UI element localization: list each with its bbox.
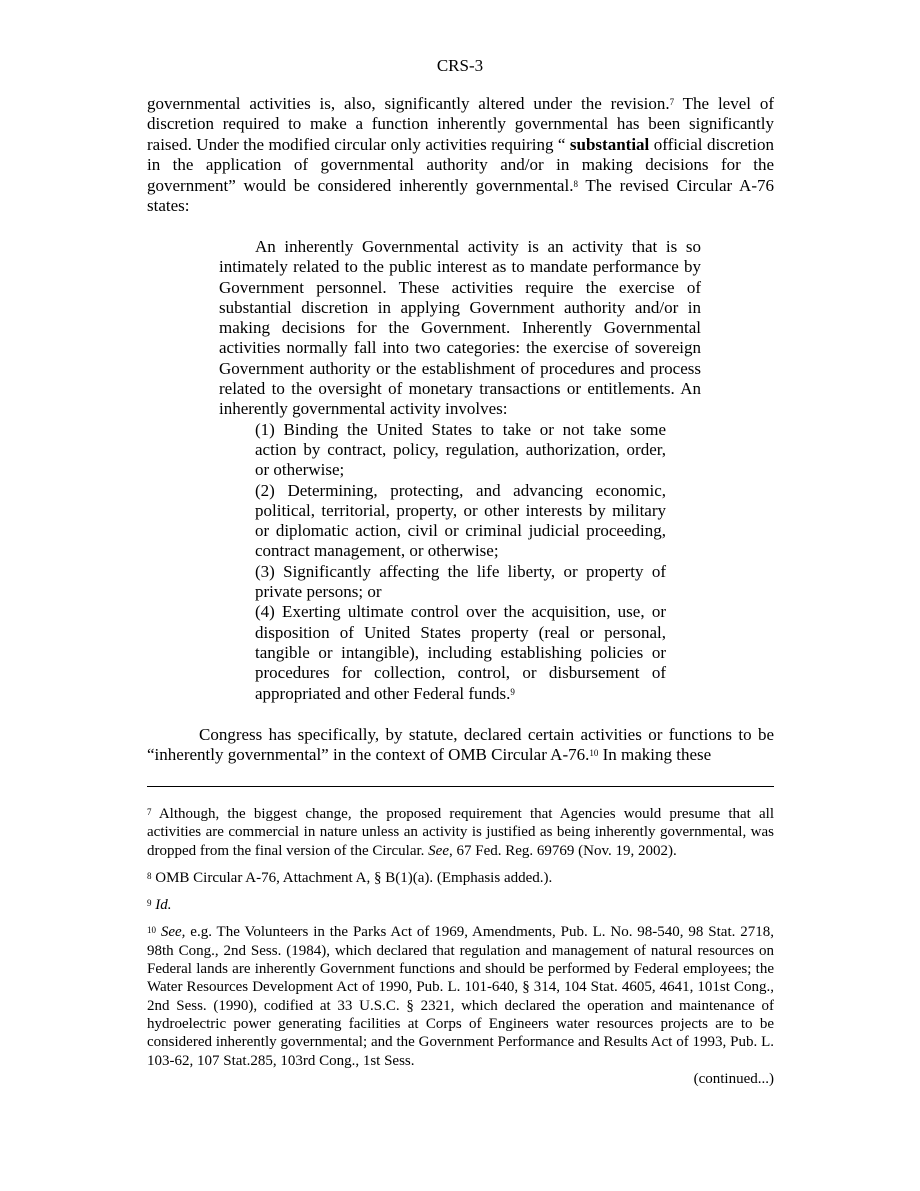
- footnote-ref-9[interactable]: 9: [510, 686, 515, 697]
- p1-text-1: governmental activities is, also, significantly altered under the revision.: [147, 94, 670, 113]
- footnote-7-number: 7: [147, 807, 152, 817]
- footnotes: [147, 805, 774, 1088]
- footnote-10-number: 10: [147, 925, 156, 936]
- page-number-header: CRS-3: [436, 56, 484, 75]
- body-paragraph-2: [147, 725, 774, 766]
- footnote-8-text: OMB Circular A-76, Attachment A, § B(1)(a). (Emphasis added.).: [151, 869, 553, 886]
- footnote-ref-8[interactable]: 8: [573, 178, 578, 189]
- quote-list: [255, 420, 666, 704]
- footnote-8: [147, 869, 774, 887]
- footnote-ref-7[interactable]: 7: [669, 97, 675, 107]
- footnote-10: [147, 923, 774, 1069]
- quote-item-3: (3) Significantly affecting the life liberty, or property of private persons; or: [255, 561, 666, 602]
- footnote-8-number: 8: [147, 870, 152, 881]
- p2-text-1: Congress has specifically, by statute, declared certain activities or functions to be “inherently governmental” in the context of OMB Circular A-76.: [147, 725, 774, 765]
- footnote-7-see: See: [428, 842, 449, 859]
- p1-text-2: The level of discretion required to make a function inherently governmental has been significantly raised. Under the modified circular only activities requiring “: [147, 94, 774, 154]
- p1-text-4: The revised Circular A-76 states:: [147, 175, 774, 216]
- quote-intro: An inherently Governmental activity is an activity that is so intimately related to the public interest as to mandate performance by Government personnel. These activities require the exercise of substantial discretion in applying Government authority and/or in making decisions for the Government. Inherently Governmental activities normally fall into two categories: the exercise of sovereign Government authority or the establishment of procedures and process related to the oversight of monetary transactions or entitlements. An inherently governmental activity involves:: [219, 237, 701, 419]
- footnote-9-number: 9: [147, 898, 152, 909]
- p1-text-3: official discretion in the application of governmental authority and/or in making decisions for the government” would be considered inherently governmental.: [147, 134, 774, 195]
- footnote-7: [147, 805, 774, 860]
- continued-marker: (continued...): [693, 1070, 774, 1087]
- footnote-7-text-2: , 67 Fed. Reg. 69769 (Nov. 19, 2002).: [449, 842, 677, 859]
- p2-text-2: In making these: [598, 745, 712, 765]
- quote-item-1: (1) Binding the United States to take or not take some action by contract, policy, regulation, authorization, order, or otherwise;: [255, 419, 666, 480]
- quote-item-4-text: (4) Exerting ultimate control over the acquisition, use, or disposition of United States property (real or personal, tangible or intangible), including establishing policies or procedures for collection, control, or disbursement of appropriated and other Federal funds.: [255, 602, 666, 703]
- footnote-9: [147, 896, 774, 914]
- footnote-separator: [147, 786, 774, 787]
- footnote-9-text: Id.: [151, 897, 172, 914]
- footnote-ref-10[interactable]: 10: [589, 748, 599, 759]
- quote-item-2: (2) Determining, protecting, and advancing economic, political, territorial, property, or other interests by military or diplomatic action, civil or criminal judicial proceeding, contract management, or otherwise;: [255, 480, 666, 561]
- quote-item-4: [255, 602, 666, 703]
- footnote-10-text: e.g. The Volunteers in the Parks Act of 1969, Amendments, Pub. L. No. 98-540, 98 Stat. 2718, 98th Cong., 2nd Sess. (1984), which declared that regulation and management of natural resources on Federal lands are inherently Government functions and should be performed by Federal employees; the Water Resources Development Act of 1990, Pub. L. 101-640, § 314, 104 Stat. 4605, 4641, 101st Cong., 2nd Sess. (1990), codified at 33 U.S.C. § 2321, which declared the operation and maintenance of hydroelectric power generating facilities at Corps of Engineers water resources projects are to be considered inherently governmental; and the Government Performance and Results Act of 1993, Pub. L. 103-62, 107 Stat.285, 103rd Cong., 1st Sess.: [147, 924, 774, 1069]
- block-quote: [219, 237, 701, 704]
- p1-emphasis: substantial: [569, 134, 650, 154]
- footnote-7-text-1: Although, the biggest change, the proposed requirement that Agencies would presume that all activities are commercial in nature unless an activity is justified as being inherently governmental, was dropped from the final version of the Circular.: [147, 806, 774, 859]
- footnote-10-see: See,: [156, 924, 186, 941]
- body-paragraph-1: [147, 94, 774, 216]
